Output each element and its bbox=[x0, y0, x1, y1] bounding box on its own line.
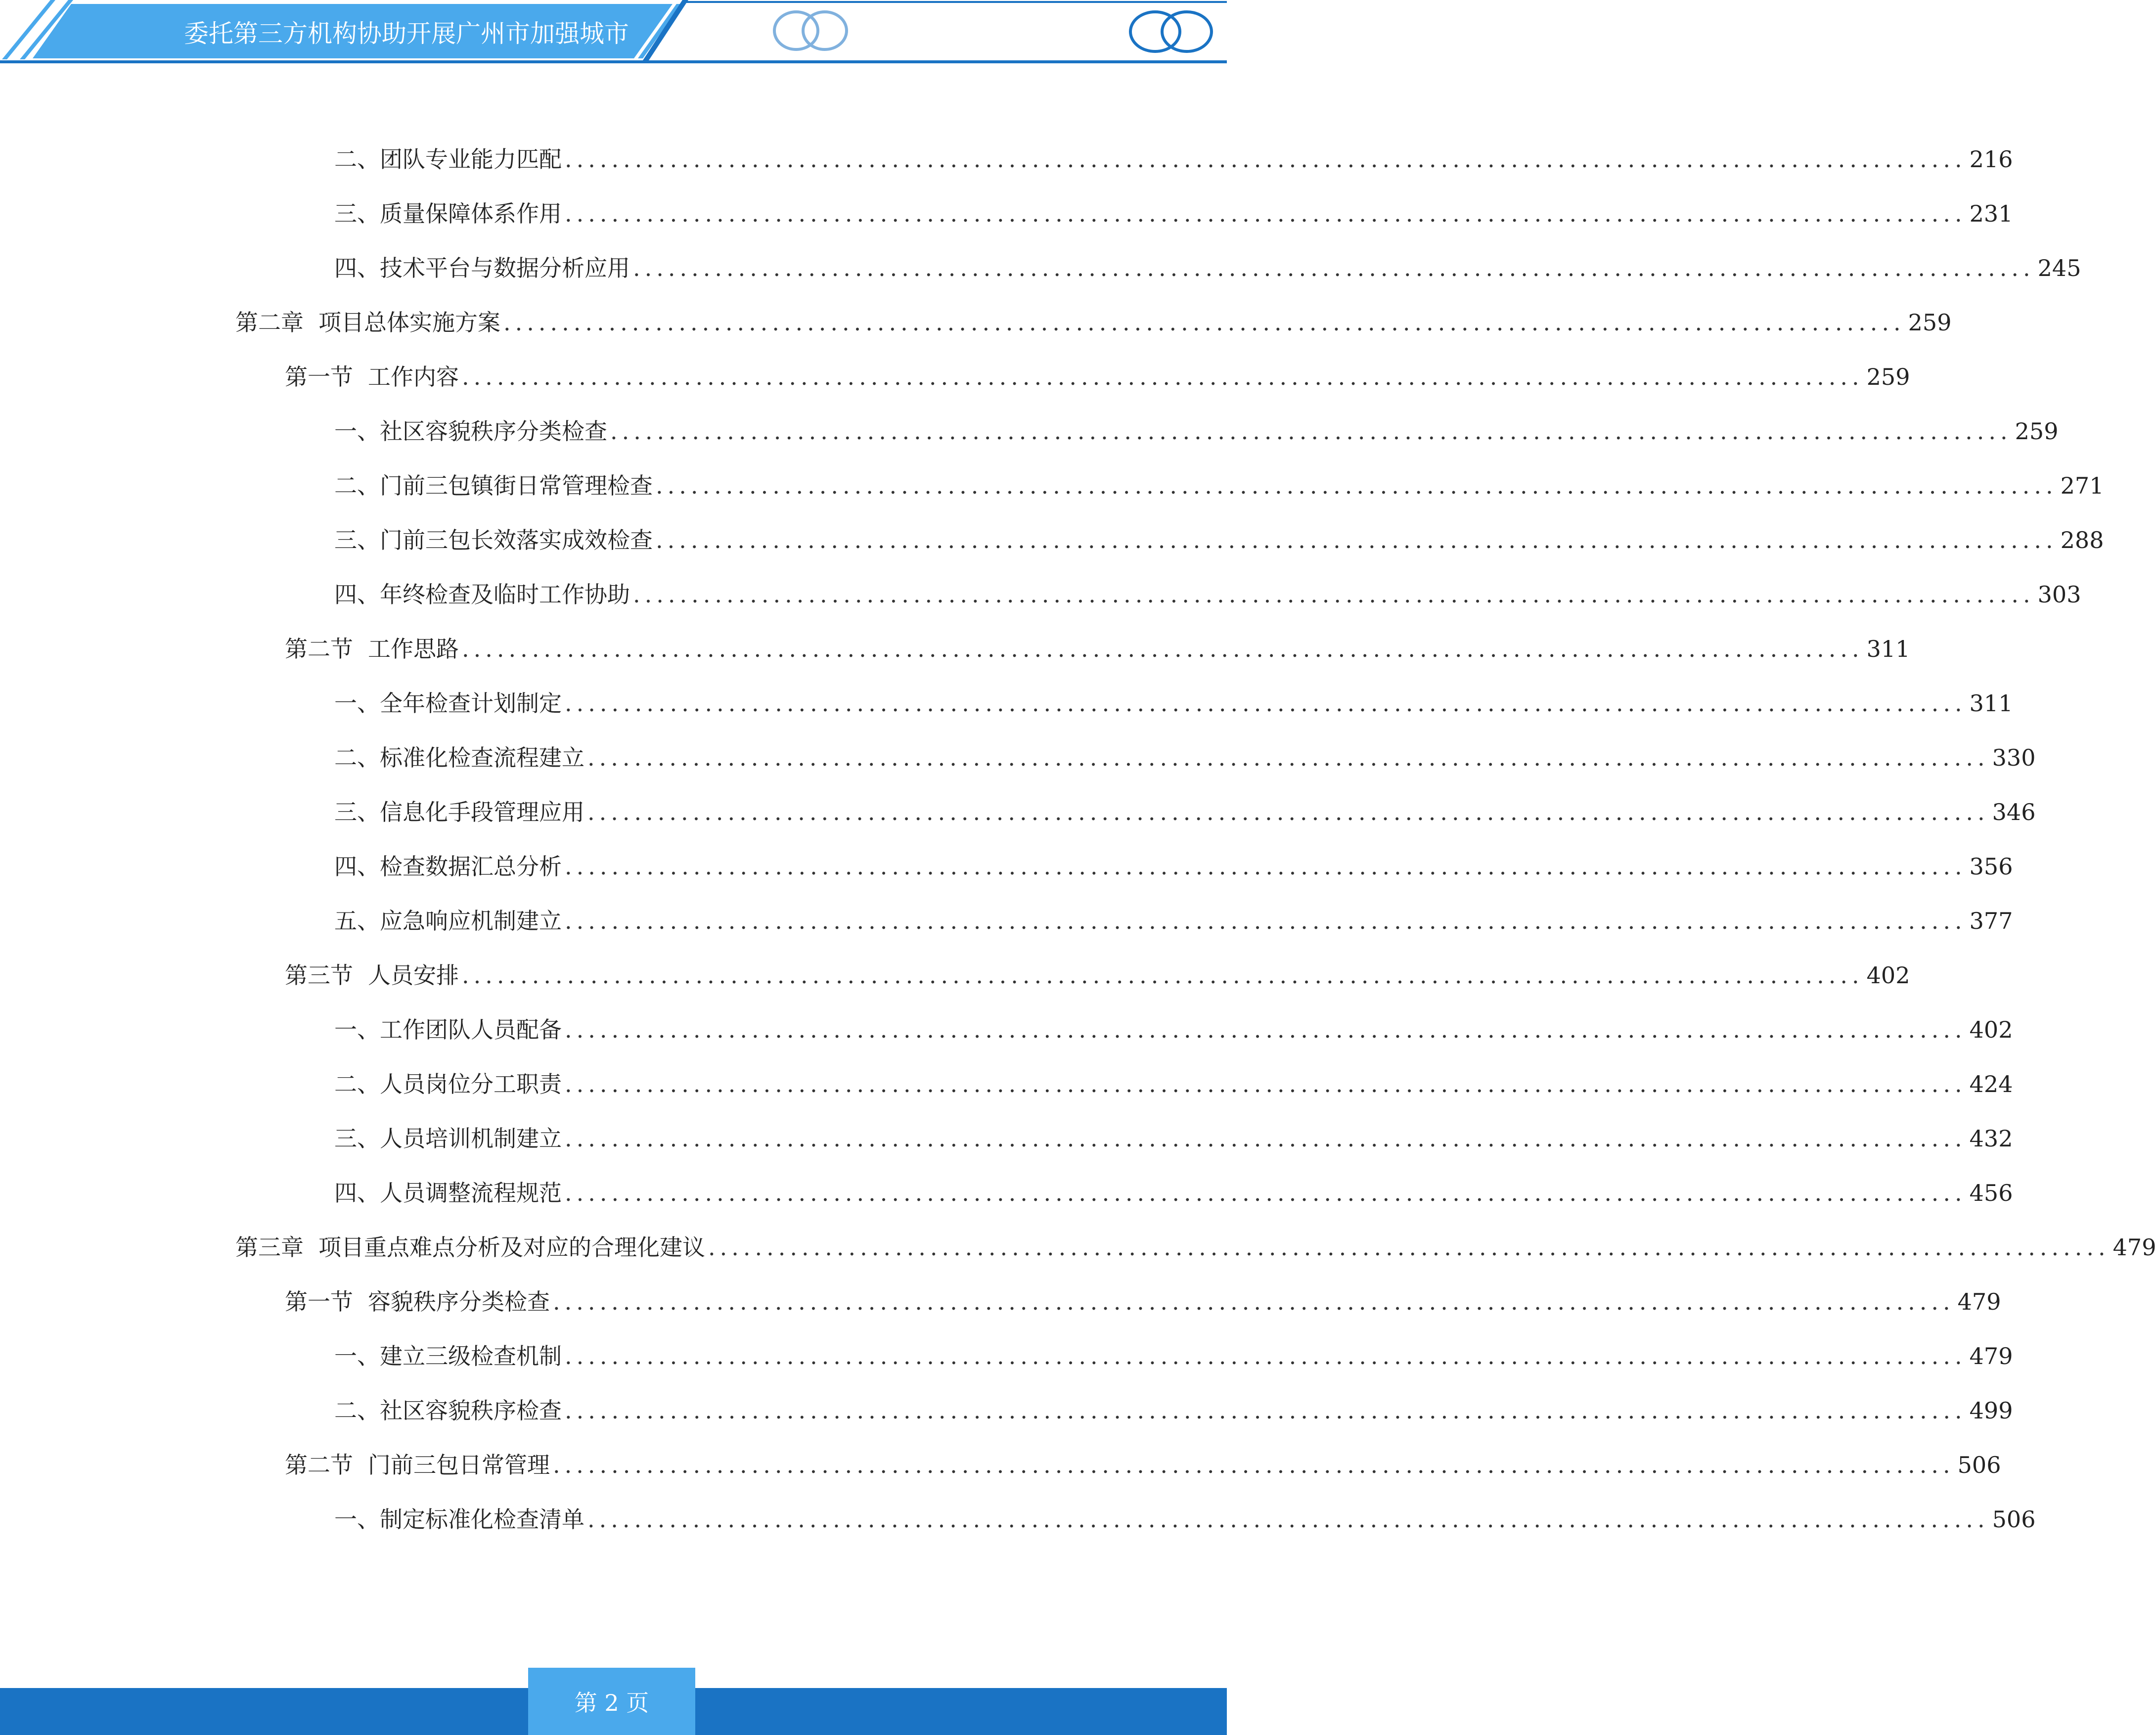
toc-entry[interactable] bbox=[334, 901, 2013, 941]
header-title: 委托第三方机构协助开展广州市加强城市 bbox=[184, 19, 629, 48]
toc-entry[interactable] bbox=[334, 1010, 2013, 1050]
toc-dot-leader: ........................................................................................................................ bbox=[565, 146, 1967, 173]
toc-entry-title: 工作内容 bbox=[368, 364, 459, 390]
toc-entry-number: 三、 bbox=[334, 799, 380, 825]
toc-entry-title: 工作思路 bbox=[368, 636, 459, 662]
toc-entry-number: 一、 bbox=[334, 1343, 380, 1370]
toc-entry-number: 三、 bbox=[334, 200, 380, 227]
toc-dot-leader: ........................................................................................................................ bbox=[565, 690, 1967, 717]
toc-entry-title: 建立三级检查机制 bbox=[380, 1343, 562, 1370]
toc-entry[interactable] bbox=[334, 847, 2013, 886]
toc-entry[interactable] bbox=[334, 575, 2081, 614]
toc-dot-leader: ........................................................................................................................ bbox=[565, 1071, 1967, 1097]
toc-entry-page: 303 bbox=[2037, 581, 2081, 608]
toc-entry-title: 门前三包长效落实成效检查 bbox=[380, 527, 653, 553]
toc-entry-number: 二、 bbox=[334, 1397, 380, 1424]
toc-dot-leader: ........................................................................................................................ bbox=[587, 799, 1989, 825]
toc-dot-leader: ........................................................................................................................ bbox=[565, 908, 1967, 934]
toc-entry-title: 质量保障体系作用 bbox=[380, 200, 562, 227]
toc-entry[interactable] bbox=[235, 303, 1952, 342]
header-underline bbox=[0, 60, 1227, 63]
toc-dot-leader: ........................................................................................................................ bbox=[656, 527, 2058, 553]
toc-entry-title: 门前三包镇街日常管理检查 bbox=[380, 472, 653, 499]
toc-entry[interactable] bbox=[285, 1282, 2001, 1322]
toc-entry-number: 第一节 bbox=[285, 1288, 353, 1315]
toc-entry-title: 技术平台与数据分析应用 bbox=[380, 255, 630, 281]
toc-entry-title: 工作团队人员配备 bbox=[380, 1016, 562, 1043]
toc-entry-title: 人员培训机制建立 bbox=[380, 1125, 562, 1152]
toc-entry-page: 330 bbox=[1992, 744, 2036, 771]
toc-entry-title: 门前三包日常管理 bbox=[368, 1452, 550, 1478]
toc-entry-title: 应急响应机制建立 bbox=[380, 908, 562, 934]
toc-entry[interactable] bbox=[285, 1445, 2001, 1485]
toc-entry[interactable] bbox=[334, 1500, 2036, 1539]
toc-dot-leader: ........................................................................................................................ bbox=[462, 636, 1864, 662]
toc-entry-page: 377 bbox=[1969, 908, 2013, 934]
toc-entry-title: 人员调整流程规范 bbox=[380, 1180, 562, 1206]
toc-entry-title: 团队专业能力匹配 bbox=[380, 146, 562, 173]
toc-entry-page: 245 bbox=[2037, 255, 2081, 281]
toc-entry-title: 社区容貌秩序分类检查 bbox=[380, 418, 607, 445]
toc-entry-page: 231 bbox=[1969, 200, 2013, 227]
toc-entry-number: 二、 bbox=[334, 744, 380, 771]
toc-entry-title: 标准化检查流程建立 bbox=[380, 744, 584, 771]
toc-entry-title: 全年检查计划制定 bbox=[380, 690, 562, 717]
toc-dot-leader: ........................................................................................................................ bbox=[565, 1397, 1967, 1424]
toc-entry-number: 四、 bbox=[334, 255, 380, 281]
toc-entry-title: 制定标准化检查清单 bbox=[380, 1506, 584, 1533]
toc-entry-number: 一、 bbox=[334, 1506, 380, 1533]
toc-dot-leader: ........................................................................................................................ bbox=[633, 255, 2035, 281]
toc-entry-title: 信息化手段管理应用 bbox=[380, 799, 584, 825]
toc-entry-number: 四、 bbox=[334, 581, 380, 608]
toc-entry-number: 五、 bbox=[334, 908, 380, 934]
toc-entry-number: 二、 bbox=[334, 146, 380, 173]
toc-entry-number: 第二节 bbox=[285, 1452, 353, 1478]
toc-entry[interactable] bbox=[334, 1064, 2013, 1104]
toc-entry-page: 402 bbox=[1866, 962, 1910, 989]
toc-entry-title: 容貌秩序分类检查 bbox=[368, 1288, 550, 1315]
toc-entry-number: 第二章 bbox=[235, 309, 304, 336]
toc-entry-page: 479 bbox=[2112, 1234, 2156, 1261]
toc-entry-title: 项目总体实施方案 bbox=[318, 309, 500, 336]
toc-entry-title: 检查数据汇总分析 bbox=[380, 853, 562, 880]
toc-dot-leader: ........................................................................................................................ bbox=[633, 581, 2035, 608]
double-ring-logo-icon bbox=[1130, 12, 1212, 51]
toc-entry[interactable] bbox=[334, 411, 2059, 451]
toc-entry-page: 311 bbox=[1866, 636, 1910, 662]
toc-entry-number: 三、 bbox=[334, 527, 380, 553]
toc-entry-page: 271 bbox=[2060, 472, 2104, 499]
page-header bbox=[0, 0, 1227, 64]
toc-entry-number: 四、 bbox=[334, 1180, 380, 1206]
toc-entry[interactable] bbox=[334, 1336, 2013, 1376]
toc-dot-leader: ........................................................................................................................ bbox=[462, 962, 1864, 989]
toc-entry-page: 456 bbox=[1969, 1180, 2013, 1206]
toc-entry[interactable] bbox=[334, 1391, 2013, 1430]
toc-dot-leader: ........................................................................................................................ bbox=[565, 1016, 1967, 1043]
toc-entry-title: 人员岗位分工职责 bbox=[380, 1071, 562, 1097]
toc-entry[interactable] bbox=[334, 139, 2013, 179]
toc-dot-leader: ........................................................................................................................ bbox=[587, 744, 1989, 771]
toc-entry[interactable] bbox=[334, 1119, 2013, 1158]
toc-entry-page: 499 bbox=[1969, 1397, 2013, 1424]
toc-entry[interactable] bbox=[334, 520, 2104, 560]
toc-entry-number: 四、 bbox=[334, 853, 380, 880]
toc-entry[interactable] bbox=[334, 194, 2013, 233]
toc-entry-page: 424 bbox=[1969, 1071, 2013, 1097]
toc-dot-leader: ........................................................................................................................ bbox=[565, 200, 1967, 227]
toc-dot-leader: ........................................................................................................................ bbox=[656, 472, 2058, 499]
toc-dot-leader: ........................................................................................................................ bbox=[565, 1125, 1967, 1152]
toc-entry-number: 一、 bbox=[334, 418, 380, 445]
toc-entry[interactable] bbox=[235, 1228, 2156, 1267]
toc-entry-title: 年终检查及临时工作协助 bbox=[380, 581, 630, 608]
toc-entry-page: 288 bbox=[2060, 527, 2104, 553]
double-ring-logo-icon bbox=[774, 12, 847, 49]
page-number: 第 2 页 bbox=[528, 1668, 695, 1735]
toc-entry[interactable] bbox=[285, 357, 1910, 397]
toc-entry[interactable] bbox=[334, 466, 2104, 505]
toc-entry[interactable] bbox=[334, 1173, 2013, 1213]
toc-entry[interactable] bbox=[334, 248, 2081, 288]
toc-dot-leader: ........................................................................................................................ bbox=[565, 1180, 1967, 1206]
toc-entry-number: 第一节 bbox=[285, 364, 353, 390]
toc-entry-page: 346 bbox=[1992, 799, 2036, 825]
toc-entry-page: 432 bbox=[1969, 1125, 2013, 1152]
toc-entry-number: 第三章 bbox=[235, 1234, 304, 1261]
toc-entry-page: 356 bbox=[1969, 853, 2013, 880]
toc-dot-leader: ........................................................................................................................ bbox=[553, 1288, 1955, 1315]
toc-dot-leader: ........................................................................................................................ bbox=[462, 364, 1864, 390]
toc-entry-title: 人员安排 bbox=[368, 962, 459, 989]
toc-entry-page: 259 bbox=[1908, 309, 1952, 336]
toc-entry[interactable] bbox=[285, 956, 1910, 995]
toc-entry-title: 社区容貌秩序检查 bbox=[380, 1397, 562, 1424]
toc-dot-leader: ........................................................................................................................ bbox=[610, 418, 2012, 445]
toc-entry[interactable] bbox=[334, 792, 2036, 832]
toc-entry[interactable] bbox=[334, 738, 2036, 777]
toc-entry-number: 二、 bbox=[334, 472, 380, 499]
toc-entry-page: 479 bbox=[1969, 1343, 2013, 1370]
toc-entry-page: 506 bbox=[1992, 1506, 2036, 1533]
toc-dot-leader: ........................................................................................................................ bbox=[565, 853, 1967, 880]
toc-entry-page: 479 bbox=[1957, 1288, 2001, 1315]
toc-entry-page: 259 bbox=[2015, 418, 2059, 445]
toc-entry-page: 216 bbox=[1969, 146, 2013, 173]
toc-entry-number: 二、 bbox=[334, 1071, 380, 1097]
toc-dot-leader: ........................................................................................................................ bbox=[553, 1452, 1955, 1478]
toc-dot-leader: ........................................................................................................................ bbox=[565, 1343, 1967, 1370]
toc-entry[interactable] bbox=[285, 629, 1910, 669]
toc-entry-number: 三、 bbox=[334, 1125, 380, 1152]
toc-entry-number: 一、 bbox=[334, 690, 380, 717]
toc-entry-page: 402 bbox=[1969, 1016, 2013, 1043]
toc-entry[interactable] bbox=[334, 684, 2013, 723]
toc-entry-number: 第三节 bbox=[285, 962, 353, 989]
toc-dot-leader: ........................................................................................................................ bbox=[503, 309, 1905, 336]
toc-entry-page: 506 bbox=[1957, 1452, 2001, 1478]
toc-entry-number: 第二节 bbox=[285, 636, 353, 662]
toc-entry-page: 259 bbox=[1866, 364, 1910, 390]
toc-dot-leader: ........................................................................................................................ bbox=[708, 1234, 2110, 1261]
toc-dot-leader: ........................................................................................................................ bbox=[587, 1506, 1989, 1533]
toc-entry-number: 一、 bbox=[334, 1016, 380, 1043]
toc-entry-page: 311 bbox=[1969, 690, 2013, 717]
toc-entry-title: 项目重点难点分析及对应的合理化建议 bbox=[318, 1234, 705, 1261]
